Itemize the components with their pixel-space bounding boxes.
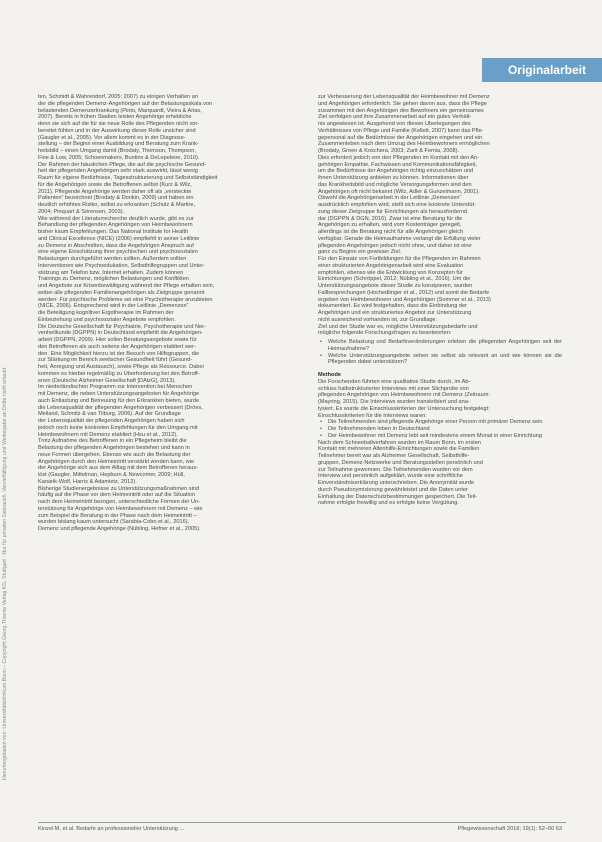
- text-line: Teilnehmer bereit war als Alzheimer Gesellschaft, Selbsthilfe-: [318, 453, 470, 459]
- text-line: 2011). Pflegende Angehörige werden daher oft als „versteckte: [38, 188, 192, 195]
- text-line: empfohlen, ebenso wie die Entwicklung von Konzepten für: [318, 269, 463, 276]
- text-line: für die Angehörigen sowie die Betroffenen selbst (Kurz & Wilz,: [38, 181, 192, 188]
- text-line: um die Bedürfnisse der Angehörigen richtig einzuschätzen und: [318, 168, 474, 175]
- text-line: eine eigene Einschätzung ihrer psychischen und psychosozialen: [38, 249, 198, 256]
- text-line: der die pflegenden Demenz-Angehörigen auf der Belastungsskala von: [38, 100, 213, 107]
- text-line: Im niederländischen Programm zur Intervention bei Menschen: [38, 384, 193, 391]
- text-line: 2007). Bereits in frühen Stadien leisten Angehörige erhebliche: [38, 114, 192, 121]
- text-line: nahme erfolgte freiwillig und es erfolgte keine Vergütung.: [318, 500, 459, 507]
- text-line: Trotz Aufnahme des Betroffenen in ein Pflegeheim bleibt die: [38, 438, 187, 445]
- text-line: ergeben von Heimbewohnern und Angehörigen (Sommer et al., 2013): [318, 296, 491, 303]
- text-line: die Lebensqualität der pflegenden Angehörigen verbessert (Dröes,: [38, 404, 203, 411]
- text-line: belastenden Demenzerkrankung (Pinto, Marquardt, Vieira & Arias,: [38, 107, 202, 114]
- text-line: löst (Gaugler, Mittelman, Hepburn & Newcomer, 2009; Hüll,: [38, 472, 185, 478]
- text-line: lysiert. Es wurde die Einschlusskriterien der Untersuchung festgelegt:: [318, 405, 490, 412]
- text-line: nicht ausreichend vorhanden ist, zur Grundlage.: [318, 316, 438, 323]
- text-line: Obwohl die Angehörigenarbeit in der Leitlinie „Demenzen“: [318, 195, 462, 202]
- text-line: ausdrücklich empfohlen wird, stellt sich eine konkrete Unterstüt-: [318, 202, 476, 208]
- text-line: der Angehörige sich aus dem Alltag mit dem Betroffenen heraus-: [38, 465, 199, 472]
- text-line: mögliche folgende Forschungsfragen zu beantworten:: [318, 330, 452, 337]
- text-line: Verhältnisses von Pflege und Familie (Kellett, 2007) kann das Pfle-: [318, 127, 484, 134]
- text-line: und Angebote zur Krisenbewältigung während der Pflege erhalten sein,: [38, 283, 215, 289]
- text-line: Raum für eigene Bedürfnisse, Tagesstrukturierung und Selbstständigkeit: [38, 175, 218, 181]
- text-line: dar (DGPPN & DGN, 2016). Zwar ist eine Beratung für die: [318, 215, 463, 222]
- text-line: zur Teilnahme gewonnen. Die Teilnehmenden wurden vor dem: [318, 466, 473, 473]
- text-line: zum Beispiel die Beratung in der Phase nach dem Heimeintritt –: [38, 512, 197, 519]
- text-line: Demenz und pflegende Angehörige (Nübling, Hefner et al., 2005).: [38, 526, 201, 532]
- text-line: nach dem Heimeintritt bezogen, unterschiedliche Formen der Un-: [38, 499, 200, 505]
- text-line: Einschlusskriterien für die Interviews waren:: [318, 412, 427, 419]
- text-line: ganz zu Beginn ein gewisser Ziel.: [318, 249, 402, 256]
- text-line: ten, Schmidt & Wahrendorf, 2005; 2007) zu einigen Verhalten an: [38, 94, 198, 100]
- text-line: Dies erfordert jedoch von den Pflegenden im Kontakt mit den An-: [318, 154, 480, 161]
- text-line: Belastungen durchgeführt werden sollten. Außerdem sollten: [38, 256, 187, 262]
- text-line: dokumentiert. Es wird festgehalten, dass die Einbindung der: [318, 303, 467, 310]
- text-line: der Lebensqualität der pflegenden Angehörigen haben sich: [38, 418, 185, 424]
- bullet-item: • Die Teilnehmenden sind pflegende Angehörige einer Person mit primärer Demenz sein: [318, 419, 562, 426]
- text-line: Die Deutsche Gesellschaft für Psychiatrie, Psychotherapie und Ner-: [38, 323, 206, 330]
- text-line: Die Forschenden führten eine qualitative Studie durch, im Ab-: [318, 378, 471, 385]
- text-line: Fallbesprechungen (Hochedlinger et al., 2012) und somit die Bedarfe: [318, 289, 490, 296]
- text-line: Ziel verfolgen und ihre Zusammenarbeit auf ein gutes Verhält-: [318, 114, 472, 121]
- text-line: denn sie sich auf die für sie neue Rolle des Pflegenden nicht vor-: [38, 121, 200, 127]
- text-line: terstützung für Angehörige von Heimbewohnern mit Demenz – wie: [38, 505, 203, 512]
- text-line: Angehörigen durch den Heimeintritt verstärkt werden kann, wie: [38, 458, 195, 465]
- text-line: Angehörigen und ein strukturiertes Angebot zur Unterstützung: [318, 310, 472, 316]
- text-line: den. Eine Möglichkeit hierzu ist der Besuch von Hilfsgruppen, die: [38, 350, 200, 357]
- methods-heading: Methode: [318, 372, 341, 378]
- research-questions: [318, 339, 562, 366]
- text-line: kommen es hierbei regelmäßig zu Überforderung bei den Betroff-: [38, 370, 200, 377]
- footer-citation: Kinzel M, et al. Bedarfe an professioneller Unterstützung ...: [38, 826, 185, 832]
- right-column: [318, 94, 562, 794]
- text-line: zur Stärkung im Bereich seelischer Gesundheit führt (Gesund-: [38, 357, 193, 364]
- text-line: zur Verbesserung der Lebensqualität der Heimbewohner mit Demenz: [318, 94, 490, 100]
- text-line: zusammen mit den Angehörigen des Bewohners ein gemeinsames: [318, 107, 484, 114]
- text-line: die Beteiligung kognitiver Ergotherapie im Rahmen der: [38, 310, 174, 316]
- text-line: Trainings zu Demenz, möglichen Belastungen und Konflikten: [38, 276, 189, 283]
- text-line: Interview und persönlich aufgeklärt, wurde eine schriftliche: [318, 473, 463, 480]
- text-line: (NICE, 2006). Entsprechend wird in der Leitlinie „Demenzen“: [38, 303, 189, 310]
- text-line: arbeit (DGPPN, 2009). Hier sollen Beratungsangebote sowie für: [38, 337, 197, 343]
- text-line: heit, Anregung und Austausch), sowie Pflege als Ressource. Dabei: [38, 364, 204, 370]
- right-column-intro: [318, 94, 562, 337]
- text-line: Unterstützungsangebote dieser Studie zu konzipieren, wurden: [318, 283, 473, 289]
- methods-tail-text: [318, 440, 562, 508]
- methods-text: [318, 379, 562, 420]
- text-line: stützung am Telefon bzw. Internet erhalten. Zudem können: [38, 269, 184, 276]
- text-line: (Brodaty, Green & Koschera, 2003; Zarit & Femia, 2008).: [318, 148, 460, 154]
- text-line: durch Pseudonymisierung gewährleistet und die Daten unter: [318, 486, 468, 493]
- text-line: Belastung der pflegenden Angehörigen bestehen und kann in: [38, 445, 190, 451]
- text-line: jedoch noch keine konkreten Empfehlungen für den Umgang mit: [38, 424, 198, 431]
- text-line: das Krankheitsbild und mögliche Versorgungsformen sind den: [318, 181, 472, 188]
- text-line: bereitet fühlen und in der Auswirkung dieser Rolle unsicher sind: [38, 127, 196, 134]
- text-line: häufig auf die Phase vor dem Heimeintritt oder auf die Situation: [38, 492, 196, 499]
- text-line: mit Demenz, die neben Unterstützungsangeboten für Angehörige: [38, 391, 200, 397]
- text-line: Einhaltung der Datenschutzbestimmungen gespeichert. Die Teil-: [318, 493, 478, 500]
- text-line: bisher kaum Empfehlungen. Das National Institute for Health: [38, 229, 189, 235]
- footer-rule: [38, 822, 566, 823]
- text-line: den Betroffenen als auch seitens der Angehörigen etabliert wer-: [38, 343, 196, 350]
- text-line: Kanarik-Wolf, Harris & Adamietz, 2012).: [38, 478, 137, 485]
- text-line: Kontakt mit mehreren Altenhilfe-Einrichtungen sowie die Familien: [318, 446, 480, 453]
- text-line: Interventionen wie Psychoedukation, Selbsthilfegruppen und Unter-: [38, 262, 205, 269]
- bullet-item: • Welche Unterstützungsangebote sehen sie selbst als relevant an und wie können sie die Pflegenden dabei unterstützen?: [318, 353, 562, 367]
- text-line: und Angehörigen erforderlich. Sie gehen davon aus, dass die Pflege: [318, 100, 487, 107]
- text-line: pflegenden Angehörigen jedoch nicht ohne, und daher ist eine: [318, 242, 472, 249]
- download-note: Heruntergeladen von: Universitätsklinikum Bonn – Copyright Georg Thieme Verlag KG, Stuttgart · Nur für privaten Gebrauch. Vervielfältigung und Weitergabe an Dritte nicht erlaubt.: [2, 366, 8, 780]
- inclusion-criteria: [318, 419, 562, 439]
- text-line: nis angewiesen ist. Ausgehend von diesen Überlegungen des: [318, 121, 471, 127]
- text-line: Behandlung der pflegenden Angehörigen von Heimbewohnern: [38, 222, 193, 229]
- text-line: gruppen, Demenz-Netzwerke und Beratungsstellen persönlich und: [318, 459, 483, 466]
- text-line: Angehörigen oft nicht bekannt (Wilz, Adler & Gunzelmann, 2001).: [318, 188, 480, 195]
- text-line: schluss halbstrukturierter Interviews mit einer Stichprobe von: [318, 385, 469, 392]
- text-line: Wie während der Literaturrecherche deutlich wurde, gibt es zur: [38, 215, 194, 222]
- text-line: Ziel und der Studie war es, mögliche Unterstützungsbedarfe und: [318, 323, 478, 330]
- bullet-item: • Welche Belastung und Bedarfsveränderungen erleben die pflegenden Angehörigen seit der Heimaufnahme?: [318, 339, 562, 353]
- text-line: neue Formen übergehen. Ebenso wie auch die Belastung der: [38, 451, 191, 458]
- bullet-item: • Die Teilnehmenden leben in Deutschland: [318, 426, 562, 433]
- text-line: 2004; Pinquart & Sörensen, 2003).: [38, 208, 125, 215]
- text-line: (Mayring, 2015). Die Interviews wurden transkribiert und ana-: [318, 399, 470, 405]
- text-line: Meiland, Schmitz & van Tilburg, 2006). Auf der Grundlage: [38, 411, 181, 418]
- text-line: werden. Für psychische Probleme sei eine Psychotherapie anzubieten: [38, 296, 213, 303]
- text-line: venheilkunde (DGPPN) in Deutschland empfiehlt die Angehörigen-: [38, 330, 203, 337]
- text-line: and Clinical Excellence (NICE) (2006) empfiehlt in seiner Leitlinie: [38, 235, 200, 242]
- text-line: heitsbild – einen Umgang damit (Brodaty, Thomson, Thompson,: [38, 148, 196, 154]
- text-line: wobei alle pflegenden Familienangehörigen als Zielgruppe genannt: [38, 289, 205, 296]
- text-line: enen (Deutsche Alzheimer Gesellschaft [DAlzG], 2013).: [38, 377, 176, 384]
- text-line: Angehörigen zu erhalten, wird vom Kostenträger geregelt,: [318, 222, 462, 229]
- text-line: (Gaugler et al., 2005). Vor allem kommt es in der Diagnose-: [38, 134, 186, 141]
- text-line: Für den Einsatz von Fortbildungen für die Pflegenden im Rahmen: [318, 256, 481, 262]
- text-line: einer strukturierten Angehörigenarbeit wird eine Evaluation: [318, 262, 464, 269]
- text-line: pflegenden Angehörigen von Heimbewohnern mit Demenz (Zeitraum:: [318, 392, 490, 399]
- text-line: zung dieser Zielgruppe für Einrichtungen als herausfordernd: [318, 208, 467, 215]
- text-line: verfügbar. Gerade die Heimaufnahme verlangt die Erfüllung vieler: [318, 235, 481, 242]
- text-line: Einbeziehung und psychosozialer Angebote empfohlen.: [38, 316, 176, 323]
- section-tab: Originalarbeit: [482, 58, 602, 82]
- text-line: Fine & Low, 2005; Schoenmakers, Buntinx & DeLepeleire, 2010).: [38, 154, 200, 161]
- text-line: Einverständniserklärung unterschrieben. Die Anonymität wurde: [318, 480, 475, 486]
- text-line: gehörigen Empathie, Fachwissen und Kommunikationsfähigkeit,: [318, 161, 477, 168]
- text-line: Der Rahmen der häuslichen Pflege, die auf die psychische Gesund-: [38, 161, 207, 168]
- text-line: auch Entlastung und Betreuung für den Erkrankten bieten, wurde: [38, 397, 200, 404]
- text-line: wurden bislang kaum untersucht (Sarabia-Cobo et al., 2016).: [38, 519, 190, 526]
- text-line: ihnen Unterstützung anbieten zu können. Informationen über: [318, 175, 469, 181]
- text-line: Nach dem Schneeballverfahren wurden im Raum Bonn, im ersten: [318, 439, 481, 446]
- text-line: Zusammenleben nach dem Umzug des Heimbewohners ermöglichen: [318, 141, 490, 148]
- text-line: stellung – der Beginn einer Ausbildung und Beratung zum Krank-: [38, 141, 199, 148]
- left-column: [38, 94, 282, 822]
- text-line: zu Demenz in Abschnitten, dass die Angehörigen Anspruch auf: [38, 242, 194, 249]
- text-line: allerdings ist die Beratung nicht für alle Angehörigen gleich: [318, 229, 464, 235]
- text-line: Einrichtungen (Schröppel, 2012; Nübling et al., 2016). Um die: [318, 276, 471, 283]
- text-line: Bisherige Studienergebnisse zu Unterstützungsmaßnahmen sind: [38, 485, 200, 492]
- text-line: Heimbewohnern mit Demenz etabliert (Hsu et al., 2012).: [38, 431, 178, 438]
- text-line: gepersonal auf die Bedürfnisse der Angehörigen eingehen und ein: [318, 134, 483, 141]
- footer-journal-page: Pflegewissenschaft 2018; 19(1): 52–60 63: [457, 826, 562, 832]
- bullet-item: • Der Heimbewohner mit Demenz lebt seit mindestens einem Monat in einer Einrichtung: [318, 433, 562, 440]
- text-line: deutlich erhöhtes Risiko, selbst zu erkranken (Schulz & Martire,: [38, 202, 196, 208]
- text-line: Patienten“ bezeichnet (Brodaty & Donkin, 2009) und haben ein: [38, 195, 194, 202]
- text-line: heit der pflegenden Angehörigen sehr stark auswirkt, lässt wenig: [38, 168, 198, 175]
